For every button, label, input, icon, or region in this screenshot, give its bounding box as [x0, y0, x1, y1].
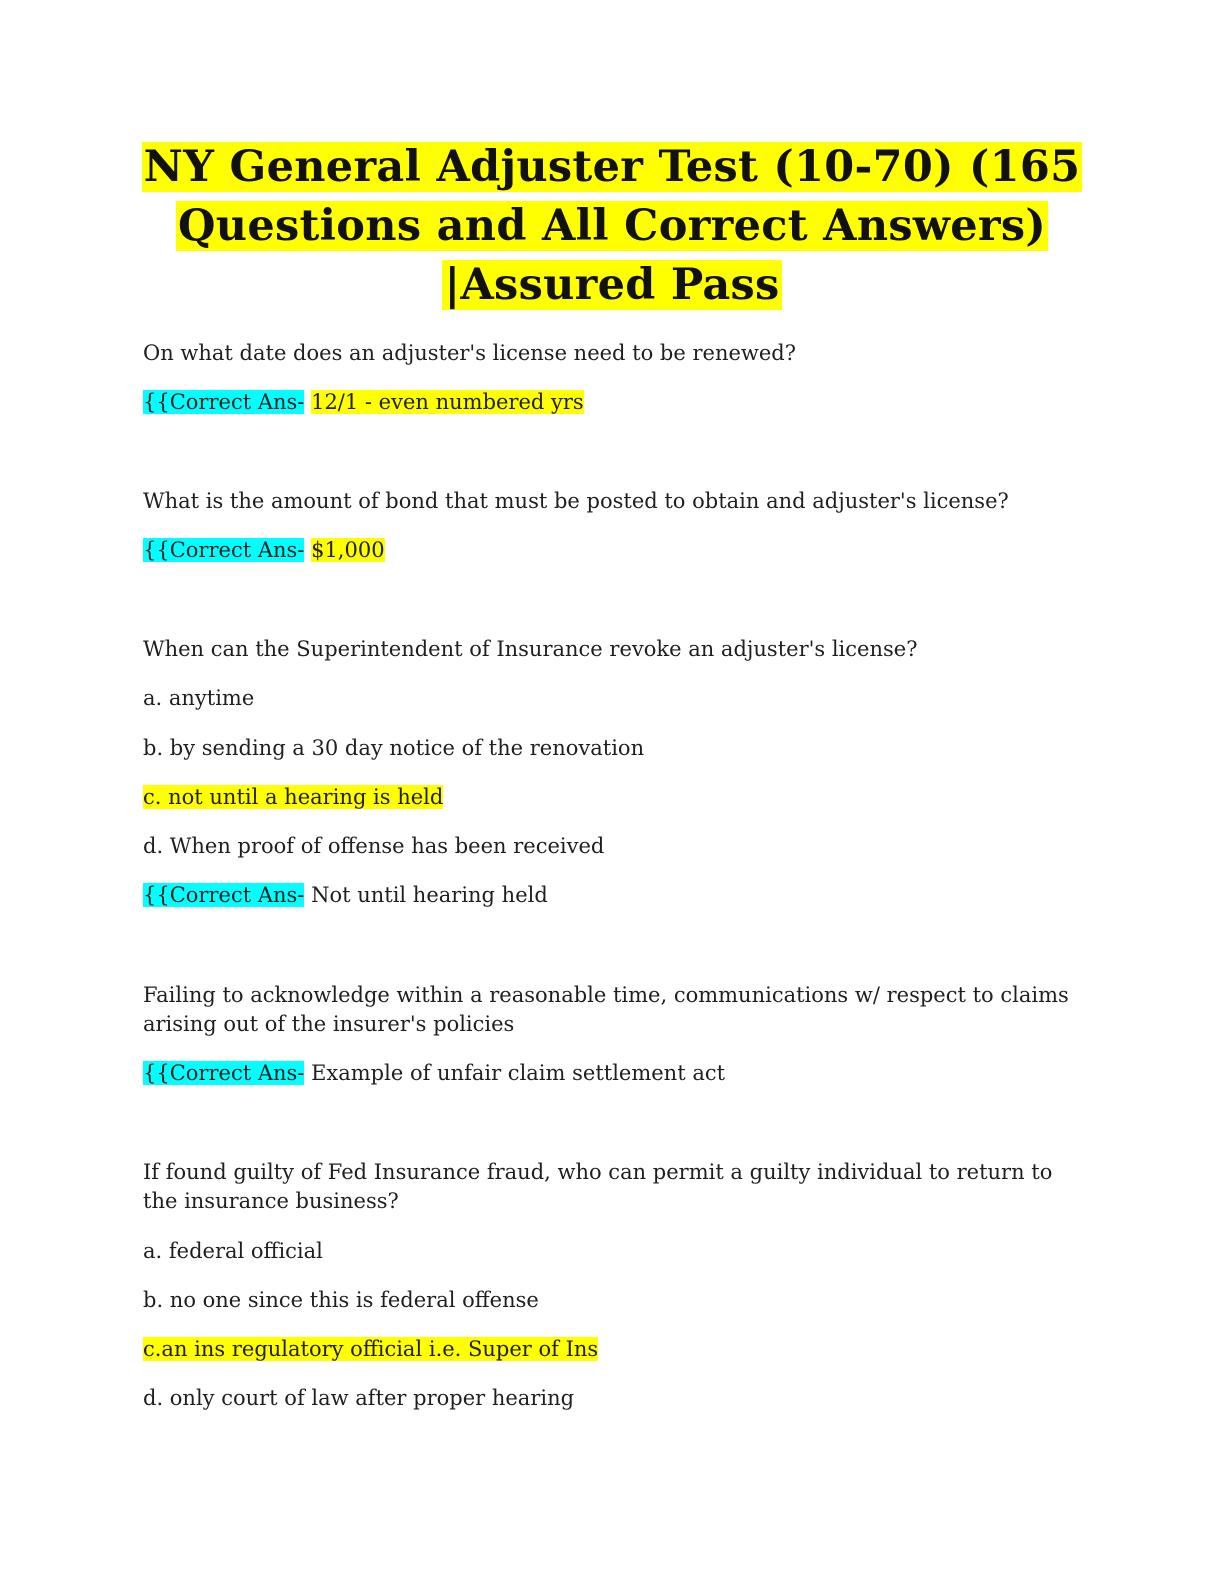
q5-option-b: b. no one since this is federal offense: [143, 1288, 539, 1312]
q5-question-line-1: If found guilty of Fed Insurance fraud, who can permit a guilty individual to return to: [143, 1160, 1053, 1184]
q3-option-a: a. anytime: [143, 686, 255, 710]
answer-prefix: {{Correct Ans-: [143, 390, 305, 414]
q2-question: What is the amount of bond that must be posted to obtain and adjuster's license?: [143, 489, 1009, 513]
q4-answer: Example of unfair claim settlement act: [311, 1061, 726, 1085]
q2-answer-line: [143, 535, 385, 565]
q5-option-d: d. only court of law after proper hearing: [143, 1386, 575, 1410]
q5-option-c-text: c.an ins regulatory official i.e. Super of Ins: [143, 1337, 599, 1361]
q3-option-b: b. by sending a 30 day notice of the renovation: [143, 736, 645, 760]
answer-prefix: {{Correct Ans-: [143, 883, 305, 907]
answer-prefix: {{Correct Ans-: [143, 538, 305, 562]
q3-option-d: d. When proof of offense has been received: [143, 834, 605, 858]
q3-option-c: [143, 782, 443, 812]
q3-option-c-text: c. not until a hearing is held: [143, 785, 444, 809]
answer-prefix: {{Correct Ans-: [143, 1061, 305, 1085]
q4-question-line-1: Failing to acknowledge within a reasonable time, communications w/ respect to claims: [143, 983, 1069, 1007]
q1-answer: 12/1 - even numbered yrs: [311, 390, 584, 414]
q3-question: When can the Superintendent of Insurance revoke an adjuster's license?: [143, 637, 918, 661]
q3-answer: Not until hearing held: [311, 883, 548, 907]
q4-question-line-2: arising out of the insurer's policies: [143, 1012, 515, 1036]
document-title: [0, 138, 1224, 315]
q4-answer-line: [143, 1058, 725, 1088]
title-line-2: Questions and All Correct Answers): [178, 201, 1046, 251]
title-line-1: NY General Adjuster Test (10-70) (165: [143, 142, 1081, 192]
q5-option-a: a. federal official: [143, 1239, 323, 1263]
q5-option-c: [143, 1334, 598, 1364]
title-line-3: |Assured Pass: [444, 260, 780, 310]
q2-answer: $1,000: [311, 538, 385, 562]
q1-answer-line: [143, 387, 584, 417]
q3-answer-line: [143, 880, 548, 910]
q5-question-line-2: the insurance business?: [143, 1189, 399, 1213]
q1-question: On what date does an adjuster's license need to be renewed?: [143, 341, 796, 365]
